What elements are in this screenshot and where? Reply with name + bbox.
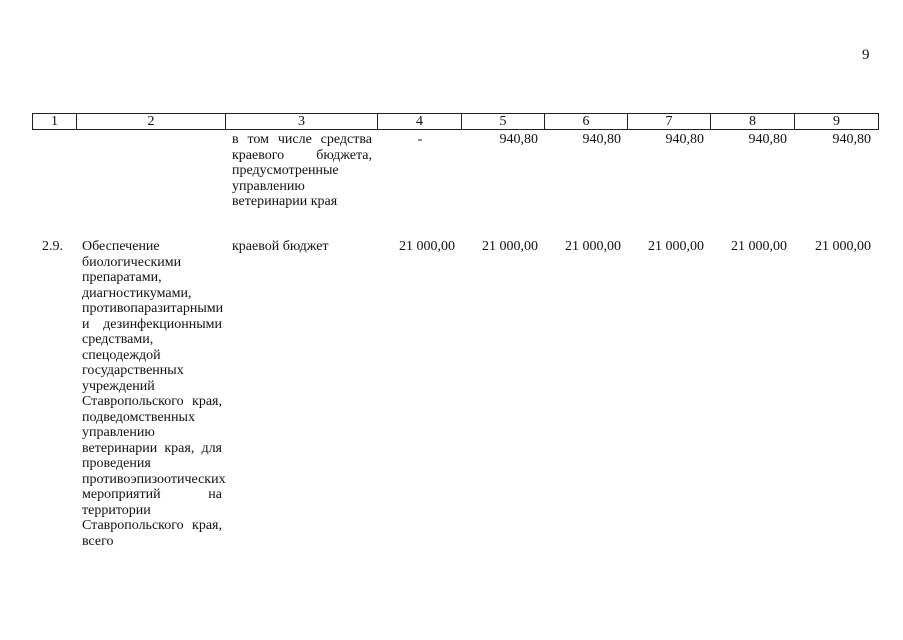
row-2-item-name: Обеспечение биологическими препаратами, диагностикумами, противопаразитарными и дезинфекционными средствами, спецодеждой государственных учреждений Ставропольского края, подведомственных управлению ветеринарии края, для проведения противоэпизоотических мероприятий на территории Ставропольского края, всего [82, 239, 226, 549]
row-1-value-col-8: 940,80 [748, 132, 787, 147]
header-col-6: 6 [545, 114, 628, 130]
row-2-value-col-5: 21 000,00 [482, 239, 538, 254]
header-col-8: 8 [711, 114, 795, 130]
header-col-5: 5 [462, 114, 545, 130]
row-1-value-col-4: - [417, 132, 423, 147]
column-number-header [32, 113, 879, 130]
header-col-4: 4 [378, 114, 462, 130]
header-col-3: 3 [226, 114, 378, 130]
row-1-value-col-9: 940,80 [832, 132, 871, 147]
header-col-9: 9 [795, 114, 879, 130]
row-2-value-col-7: 21 000,00 [648, 239, 704, 254]
row-1-funding-source: в том числе средства краевого бюджета, предусмотренные управлению ветеринарии края [232, 132, 372, 209]
header-col-2: 2 [77, 114, 226, 130]
row-1-value-col-6: 940,80 [582, 132, 621, 147]
row-2-funding-source: краевой бюджет [232, 239, 329, 254]
row-2-value-col-9: 21 000,00 [815, 239, 871, 254]
row-2-value-col-8: 21 000,00 [731, 239, 787, 254]
header-col-1: 1 [33, 114, 77, 130]
row-2-value-col-4: 21 000,00 [399, 239, 455, 254]
header-col-7: 7 [628, 114, 711, 130]
row-2-value-col-6: 21 000,00 [565, 239, 621, 254]
row-1-value-col-5: 940,80 [499, 132, 538, 147]
page-number: 9 [862, 47, 870, 63]
row-2-item-number: 2.9. [42, 239, 63, 254]
row-1-value-col-7: 940,80 [665, 132, 704, 147]
